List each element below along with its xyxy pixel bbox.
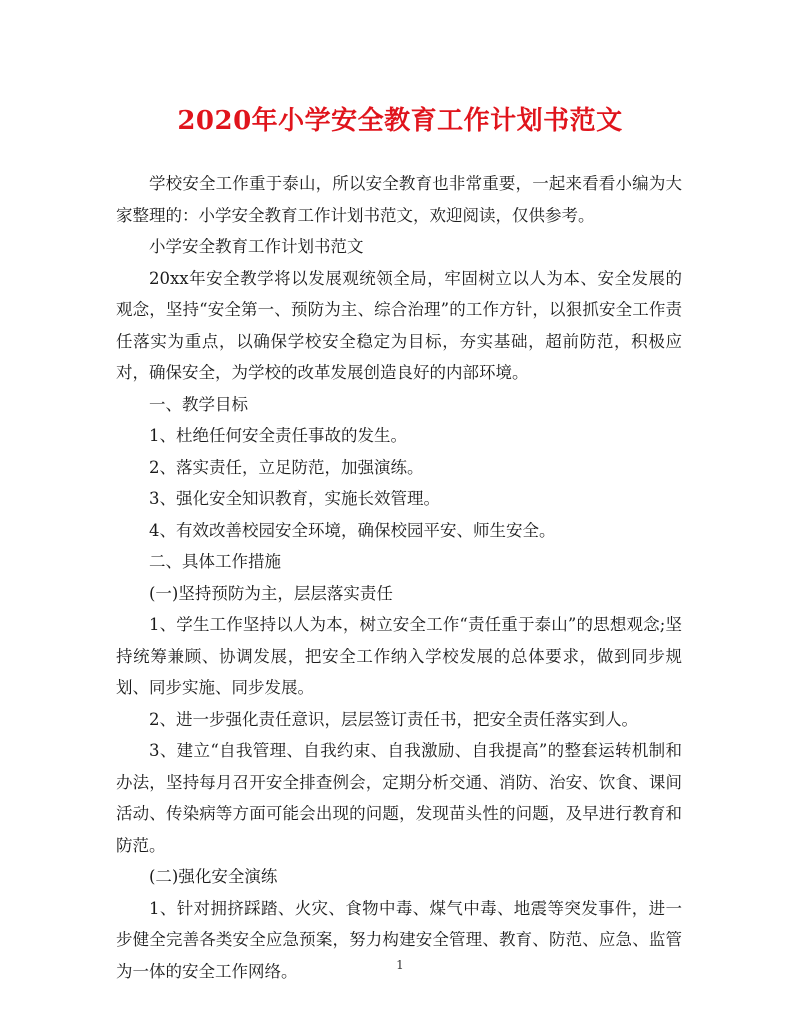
goal-item-4: 4、有效改善校园安全环境，确保校园平安、师生安全。 bbox=[149, 520, 556, 540]
goal-item-2: 2、落实责任，立足防范，加强演练。 bbox=[149, 457, 424, 477]
page-number: 1 bbox=[396, 958, 404, 972]
measure-item-3: 3、建立“自我管理、自我约束、自我激励、自我提高”的整套运转机制和办法，坚持每月召开安全排查例会，定期分析交通、消防、治安、饮食、课间活动、传染病等方面可能会出现的问题，发现苗头性的问题，及早进行教育和防范。 bbox=[116, 741, 682, 855]
drill-item-1: 1、针对拥挤踩踏、火灾、食物中毒、煤气中毒、地震等突发事件，进一步健全完善各类安全应急预案，努力构建安全管理、教育、防范、应急、监管为一体的安全工作网络。 bbox=[116, 898, 682, 981]
measure-item-1: 1、学生工作坚持以人为本，树立安全工作“责任重于泰山”的思想观念;坚持统筹兼顾、协调发展，把安全工作纳入学校发展的总体要求，做到同步规划、同步实施、同步发展。 bbox=[116, 615, 682, 697]
section-heading-measures: 二、具体工作措施 bbox=[149, 552, 281, 571]
section-heading-goals: 一、教学目标 bbox=[149, 394, 248, 414]
goal-item-3: 3、强化安全知识教育，实施长效管理。 bbox=[149, 489, 440, 508]
intro-paragraph: 学校安全工作重于泰山，所以安全教育也非常重要，一起来看看小编为大家整理的：小学安全教育工作计划书范文，欢迎阅读，仅供参考。 bbox=[116, 174, 682, 225]
document-title: 2020年小学安全教育工作计划书范文 bbox=[177, 106, 623, 136]
overview-paragraph: 20xx年安全教学将以发展观统领全局，牢固树立以人为本、安全发展的观念，坚持“安全第一、预防为主、综合治理”的工作方针，以狠抓安全工作责任落实为重点，以确保学校安全稳定为目标，夯实基础，超前防范，积极应对，确保安全，为学校的改革发展创造良好的内部环境。 bbox=[116, 268, 682, 382]
subsection-heading-2: (二)强化安全演练 bbox=[149, 867, 278, 886]
document-body bbox=[116, 168, 682, 987]
subtitle-paragraph: 小学安全教育工作计划书范文 bbox=[149, 237, 364, 256]
goal-item-1: 1、杜绝任何安全责任事故的发生。 bbox=[149, 426, 407, 445]
subsection-heading-1: (一)坚持预防为主，层层落实责任 bbox=[149, 583, 393, 603]
measure-item-2: 2、进一步强化责任意识，层层签订责任书，把安全责任落实到人。 bbox=[149, 709, 638, 729]
